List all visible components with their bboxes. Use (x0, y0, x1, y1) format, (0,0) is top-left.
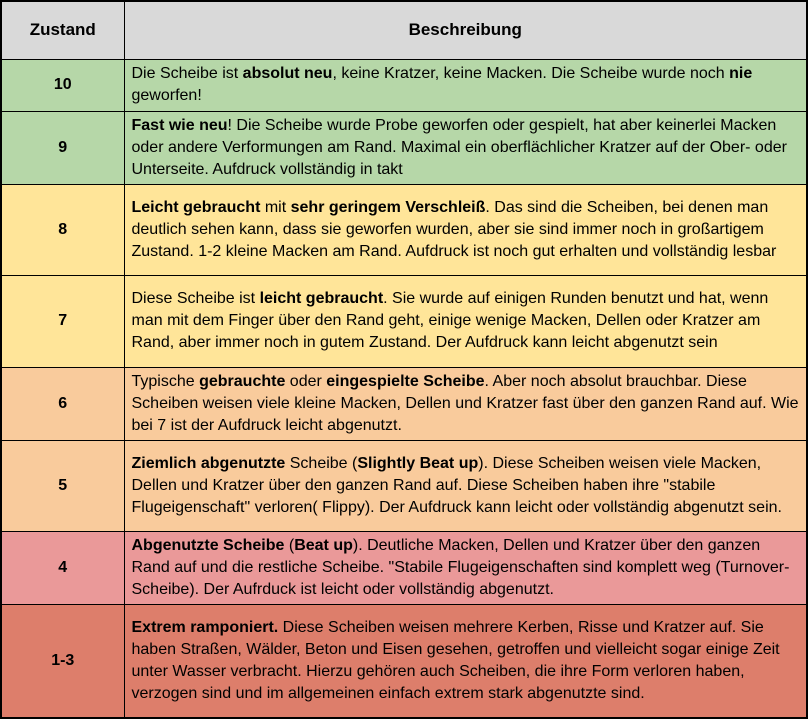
table-row (1, 440, 807, 531)
zustand-cell: 4 (1, 531, 124, 604)
column-header-beschreibung: Beschreibung (124, 1, 807, 59)
beschreibung-cell: Extrem ramponiert. Diese Scheiben weisen mehrere Kerben, Risse und Kratzer auf. Sie haben Straßen, Wälder, Beton und Eisen gesehen, getroffen und vielleicht sogar einige Zeit unter Wasser verbracht. Hierzu gehören auch Scheiben, die ihre Form verloren haben, verzogen sind und im allgemeinen einfach extrem stark abgenutzte sind. (124, 604, 807, 718)
zustand-cell: 9 (1, 111, 124, 184)
zustand-cell: 10 (1, 59, 124, 111)
table-row (1, 367, 807, 440)
table-row (1, 59, 807, 111)
zustand-cell: 7 (1, 275, 124, 367)
table-row (1, 531, 807, 604)
beschreibung-cell: Ziemlich abgenutzte Scheibe (Slightly Beat up). Diese Scheiben weisen viele Macken, Dellen und Kratzer über den ganzen Rand auf. Diese Scheiben haben ihre "stabile Flugeigenschaft" verloren( Flippy). Der Aufdruck kann leicht oder vollständig abgenutzt sein. (124, 440, 807, 531)
column-header-zustand: Zustand (1, 1, 124, 59)
beschreibung-cell: Abgenutzte Scheibe (Beat up). Deutliche Macken, Dellen und Kratzer über den ganzen Rand auf und die restliche Scheibe. "Stabile Flugeigenschaften sind komplett weg (Turnover-Scheibe). Der Aufrduck ist leicht oder vollständig abgenutzt. (124, 531, 807, 604)
table-row (1, 184, 807, 275)
zustand-cell: 5 (1, 440, 124, 531)
beschreibung-cell: Fast wie neu! Die Scheibe wurde Probe geworfen oder gespielt, hat aber keinerlei Macken oder andere Verformungen am Rand. Maximal ein oberflächlicher Kratzer auf der Ober- oder Unterseite. Aufdruck vollständig in takt (124, 111, 807, 184)
beschreibung-cell: Diese Scheibe ist leicht gebraucht. Sie wurde auf einigen Runden benutzt und hat, wenn man mit dem Finger über den Rand geht, einige wenige Macken, Dellen oder Kratzer am Rand, aber immer noch in gutem Zustand. Der Aufdruck kann leicht abgenutzt sein (124, 275, 807, 367)
zustand-cell: 1-3 (1, 604, 124, 718)
beschreibung-cell: Typische gebrauchte oder eingespielte Scheibe. Aber noch absolut brauchbar. Diese Scheiben weisen viele kleine Macken, Dellen und Kratzer fast über den ganzen Rand auf. Wie bei 7 ist der Aufdruck leicht abgenutzt. (124, 367, 807, 440)
table-row (1, 111, 807, 184)
table-row (1, 604, 807, 718)
table-header (1, 1, 807, 59)
table-row (1, 275, 807, 367)
beschreibung-cell: Leicht gebraucht mit sehr geringem Verschleiß. Das sind die Scheiben, bei denen man deutlich sehen kann, dass sie geworfen wurden, aber sie sind immer noch in großartigem Zustand. 1-2 kleine Macken am Rand. Aufdruck ist noch gut erhalten und vollständig lesbar (124, 184, 807, 275)
table-body (1, 59, 807, 718)
zustand-cell: 6 (1, 367, 124, 440)
zustand-cell: 8 (1, 184, 124, 275)
header-row (1, 1, 807, 59)
beschreibung-cell: Die Scheibe ist absolut neu, keine Kratzer, keine Macken. Die Scheibe wurde noch nie geworfen! (124, 59, 807, 111)
